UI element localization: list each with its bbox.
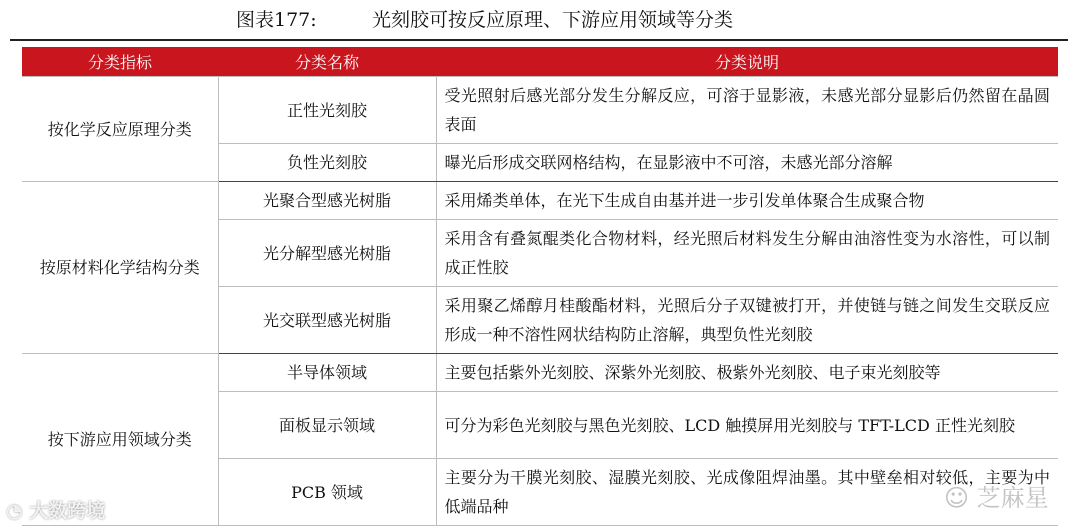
description-cell: 采用烯类单体，在光下生成自由基并进一步引发单体聚合生成聚合物 — [436, 182, 1058, 220]
table-row — [22, 77, 1058, 144]
header-description: 分类说明 — [436, 47, 1058, 77]
header-name: 分类名称 — [218, 47, 436, 77]
caption-number: 图表177: — [236, 9, 317, 31]
table-row — [22, 354, 1058, 392]
header-indicator: 分类指标 — [22, 47, 218, 77]
description-cell: 采用聚乙烯醇月桂酸酯材料，光照后分子双键被打开，并使链与链之间发生交联反应形成一种不溶性网状结构防止溶解，典型负性光刻胶 — [436, 287, 1058, 354]
watermark-right — [944, 478, 1049, 513]
description-cell: 主要分为干膜光刻胶、湿膜光刻胶、光成像阻焊油墨。其中壁垒相对较低，主要为中低端品种 — [436, 459, 1058, 526]
watermark-left-text: 大数跨境 — [29, 500, 106, 522]
table-row — [22, 182, 1058, 220]
category-cell: 按化学反应原理分类 — [22, 77, 218, 182]
figure-caption — [0, 6, 1080, 34]
category-cell: 按原材料化学结构分类 — [22, 182, 218, 354]
name-cell: 正性光刻胶 — [218, 77, 436, 144]
wechat-icon: ☺ — [944, 484, 970, 512]
header-row — [22, 47, 1058, 77]
description-cell: 受光照射后感光部分发生分解反应，可溶于显影液，未感光部分显影后仍然留在晶圆表面 — [436, 77, 1058, 144]
name-cell: 光聚合型感光树脂 — [218, 182, 436, 220]
name-cell: 光交联型感光树脂 — [218, 287, 436, 354]
name-cell: 负性光刻胶 — [218, 144, 436, 182]
description-cell: 采用含有叠氮醌类化合物材料，经光照后材料发生分解由油溶性变为水溶性，可以制成正性胶 — [436, 220, 1058, 287]
classification-table — [22, 47, 1058, 526]
watermark-left — [6, 496, 105, 523]
watermark-right-text: 芝麻星 — [976, 484, 1049, 512]
caption-title: 光刻胶可按反应原理、下游应用领域等分类 — [372, 9, 734, 31]
category-cell: 按下游应用领域分类 — [22, 354, 218, 526]
description-cell: 曝光后形成交联网格结构，在显影液中不可溶，未感光部分溶解 — [436, 144, 1058, 182]
description-cell: 主要包括紫外光刻胶、深紫外光刻胶、极紫外光刻胶、电子束光刻胶等 — [436, 354, 1058, 392]
chat-bubble-icon: ◔ — [6, 500, 23, 522]
name-cell: PCB 领域 — [218, 459, 436, 526]
name-cell: 半导体领域 — [218, 354, 436, 392]
description-cell: 可分为彩色光刻胶与黑色光刻胶、LCD 触摸屏用光刻胶与 TFT-LCD 正性光刻胶 — [436, 392, 1058, 459]
name-cell: 面板显示领域 — [218, 392, 436, 459]
top-rule — [10, 39, 1068, 41]
name-cell: 光分解型感光树脂 — [218, 220, 436, 287]
